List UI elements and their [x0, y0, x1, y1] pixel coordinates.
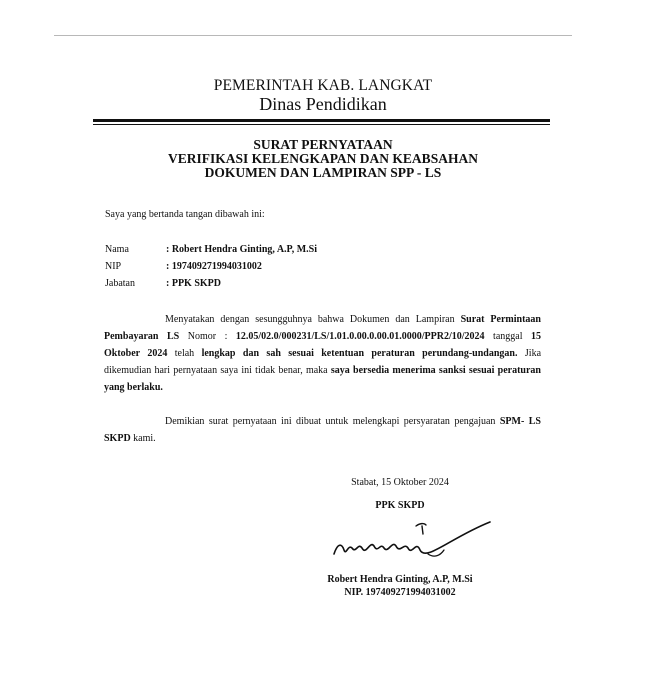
letterhead-rule-thick — [93, 119, 550, 122]
signature-nip: NIP. 197409271994031002 — [344, 587, 456, 598]
closing-paragraph — [104, 413, 541, 447]
statement-text-4: telah — [167, 348, 202, 359]
letterhead-agency: PEMERINTAH KAB. LANGKAT — [213, 77, 433, 94]
statement-text-3: tanggal — [484, 331, 532, 342]
statement-complete: lengkap dan sah sesuai ketentuan peraturan perundang-undangan. — [201, 348, 518, 359]
letterhead-rule-thin — [93, 124, 550, 125]
statement-text-2: Nomor : — [179, 331, 236, 342]
title-line-2: VERIFIKASI KELENGKAPAN DAN KEABSAHAN — [168, 151, 478, 166]
statement-document-name: Surat Permintaan Pembayaran LS — [104, 314, 541, 342]
closing-text-1: Demikian surat pernyataan ini dibuat untuk melengkapi persyaratan pengajuan — [165, 416, 500, 427]
closing-text-2: kami. — [130, 433, 156, 444]
field-value-jabatan: : PPK SKPD — [166, 278, 221, 289]
page-top-border — [54, 35, 572, 36]
title-line-3: DOKUMEN DAN LAMPIRAN SPP - LS — [204, 165, 442, 180]
statement-paragraph — [104, 311, 541, 396]
statement-document-number: 12.05/02.0/000231/LS/1.01.0.00.0.00.01.0000/PPR2/10/2024 — [235, 331, 485, 342]
closing-spm: SPM- LS SKPD — [104, 416, 541, 444]
field-label-nip: NIP — [105, 261, 122, 272]
letterhead-office: Dinas Pendidikan — [259, 94, 387, 114]
field-label-nama: Nama — [105, 244, 129, 255]
statement-text-5: Jika dikemudian hari pernyataan saya ini tidak benar, maka — [104, 348, 542, 376]
intro-text: Saya yang bertanda tangan dibawah ini: — [105, 209, 265, 220]
statement-text-1: Menyatakan dengan sesungguhnya bahwa Dokumen dan Lampiran — [165, 314, 461, 325]
statement-willing: saya bersedia menerima sanksi sesuai peraturan yang berlaku. — [104, 365, 541, 393]
field-value-nip: : 197409271994031002 — [166, 261, 262, 272]
signature-name: Robert Hendra Ginting, A.P, M.Si — [327, 574, 473, 585]
handwritten-signature — [330, 514, 500, 566]
statement-date: 15 Oktober 2024 — [104, 331, 542, 359]
field-value-nama: : Robert Hendra Ginting, A.P, M.Si — [166, 244, 318, 255]
field-label-jabatan: Jabatan — [105, 278, 135, 289]
title-line-1: SURAT PERNYATAAN — [253, 137, 393, 152]
signature-place-date: Stabat, 15 Oktober 2024 — [351, 477, 449, 488]
signature-role: PPK SKPD — [375, 500, 425, 511]
